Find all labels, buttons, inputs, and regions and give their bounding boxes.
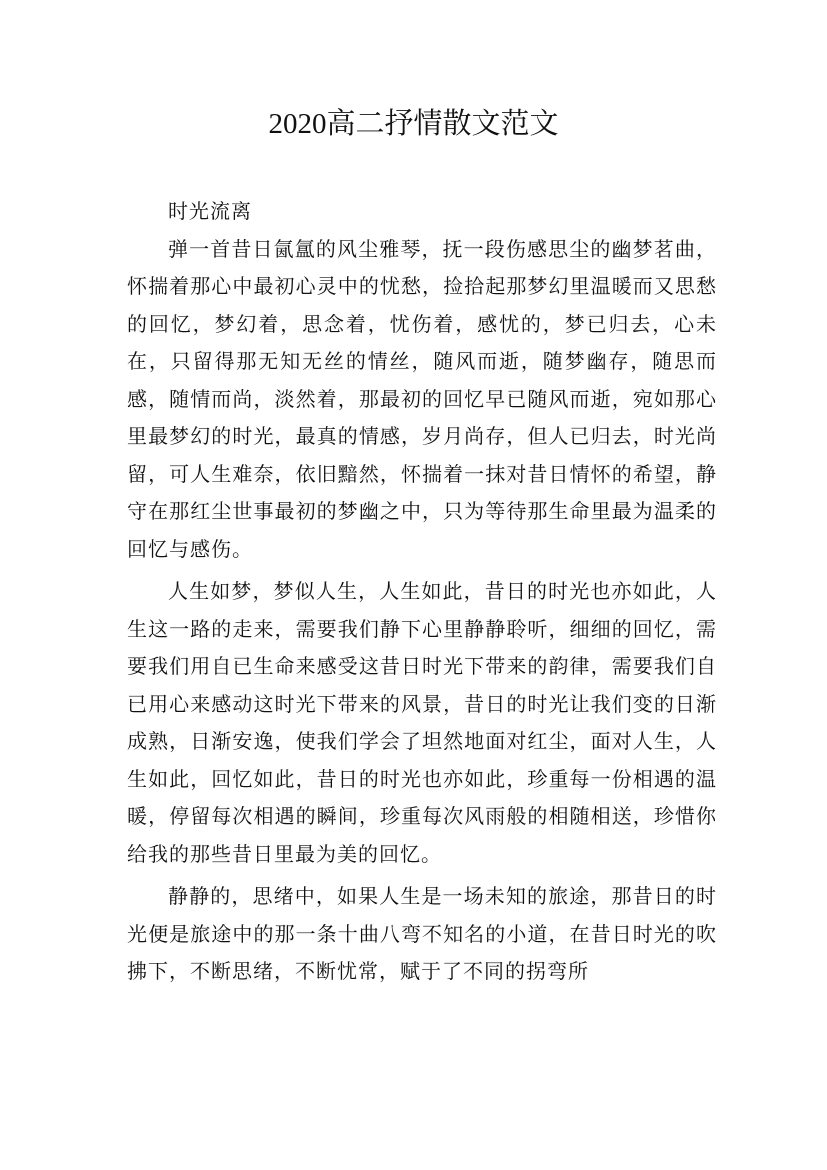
- paragraph-1: 弹一首昔日氤氲的风尘雅琴，抚一段伤感思尘的幽梦茗曲，怀揣着那心中最初心灵中的忧愁，捡拾起那梦幻里温暖而又思愁的回忆，梦幻着，思念着，忧伤着，感忧的，梦已归去，心未在，只留得那无知无丝的情丝，随风而逝，随梦幽存，随思而感，随情而尚，淡然着，那最初的回忆早已随风而逝，宛如那心里最梦幻的时光，最真的情感，岁月尚存，但人已归去，时光尚留，可人生难奈，依旧黯然，怀揣着一抹对昔日情怀的希望，静守在那红尘世事最初的梦幽之中，只为等待那生命里最为温柔的回忆与感伤。: [127, 236, 717, 561]
- paragraph-2: 人生如梦，梦似人生，人生如此，昔日的时光也亦如此，人生这一路的走来，需要我们静下心里静静聆听，细细的回忆，需要我们用自已生命来感受这昔日时光下带来的韵律，需要我们自已用心来感动这时光下带来的风景，昔日的时光让我们变的日渐成熟，日渐安逸，使我们学会了坦然地面对红尘，面对人生，人生如此，回忆如此，昔日的时光也亦如此，珍重每一份相遇的温暖，停留每次相遇的瞬间，珍重每次风雨般的相随相送，珍惜你给我的那些昔日里最为美的回忆。: [127, 579, 717, 866]
- paragraph-3: 静静的，思绪中，如果人生是一场未知的旅途，那昔日的时光便是旅途中的那一条十曲八弯不知名的小道，在昔日时光的吹拂下，不断思绪，不断忧常，赋于了不同的拐弯所: [127, 884, 717, 983]
- document-body: [127, 193, 717, 991]
- section-heading: 时光流离: [168, 199, 252, 223]
- document-title: 2020高二抒情散文范文: [268, 108, 559, 140]
